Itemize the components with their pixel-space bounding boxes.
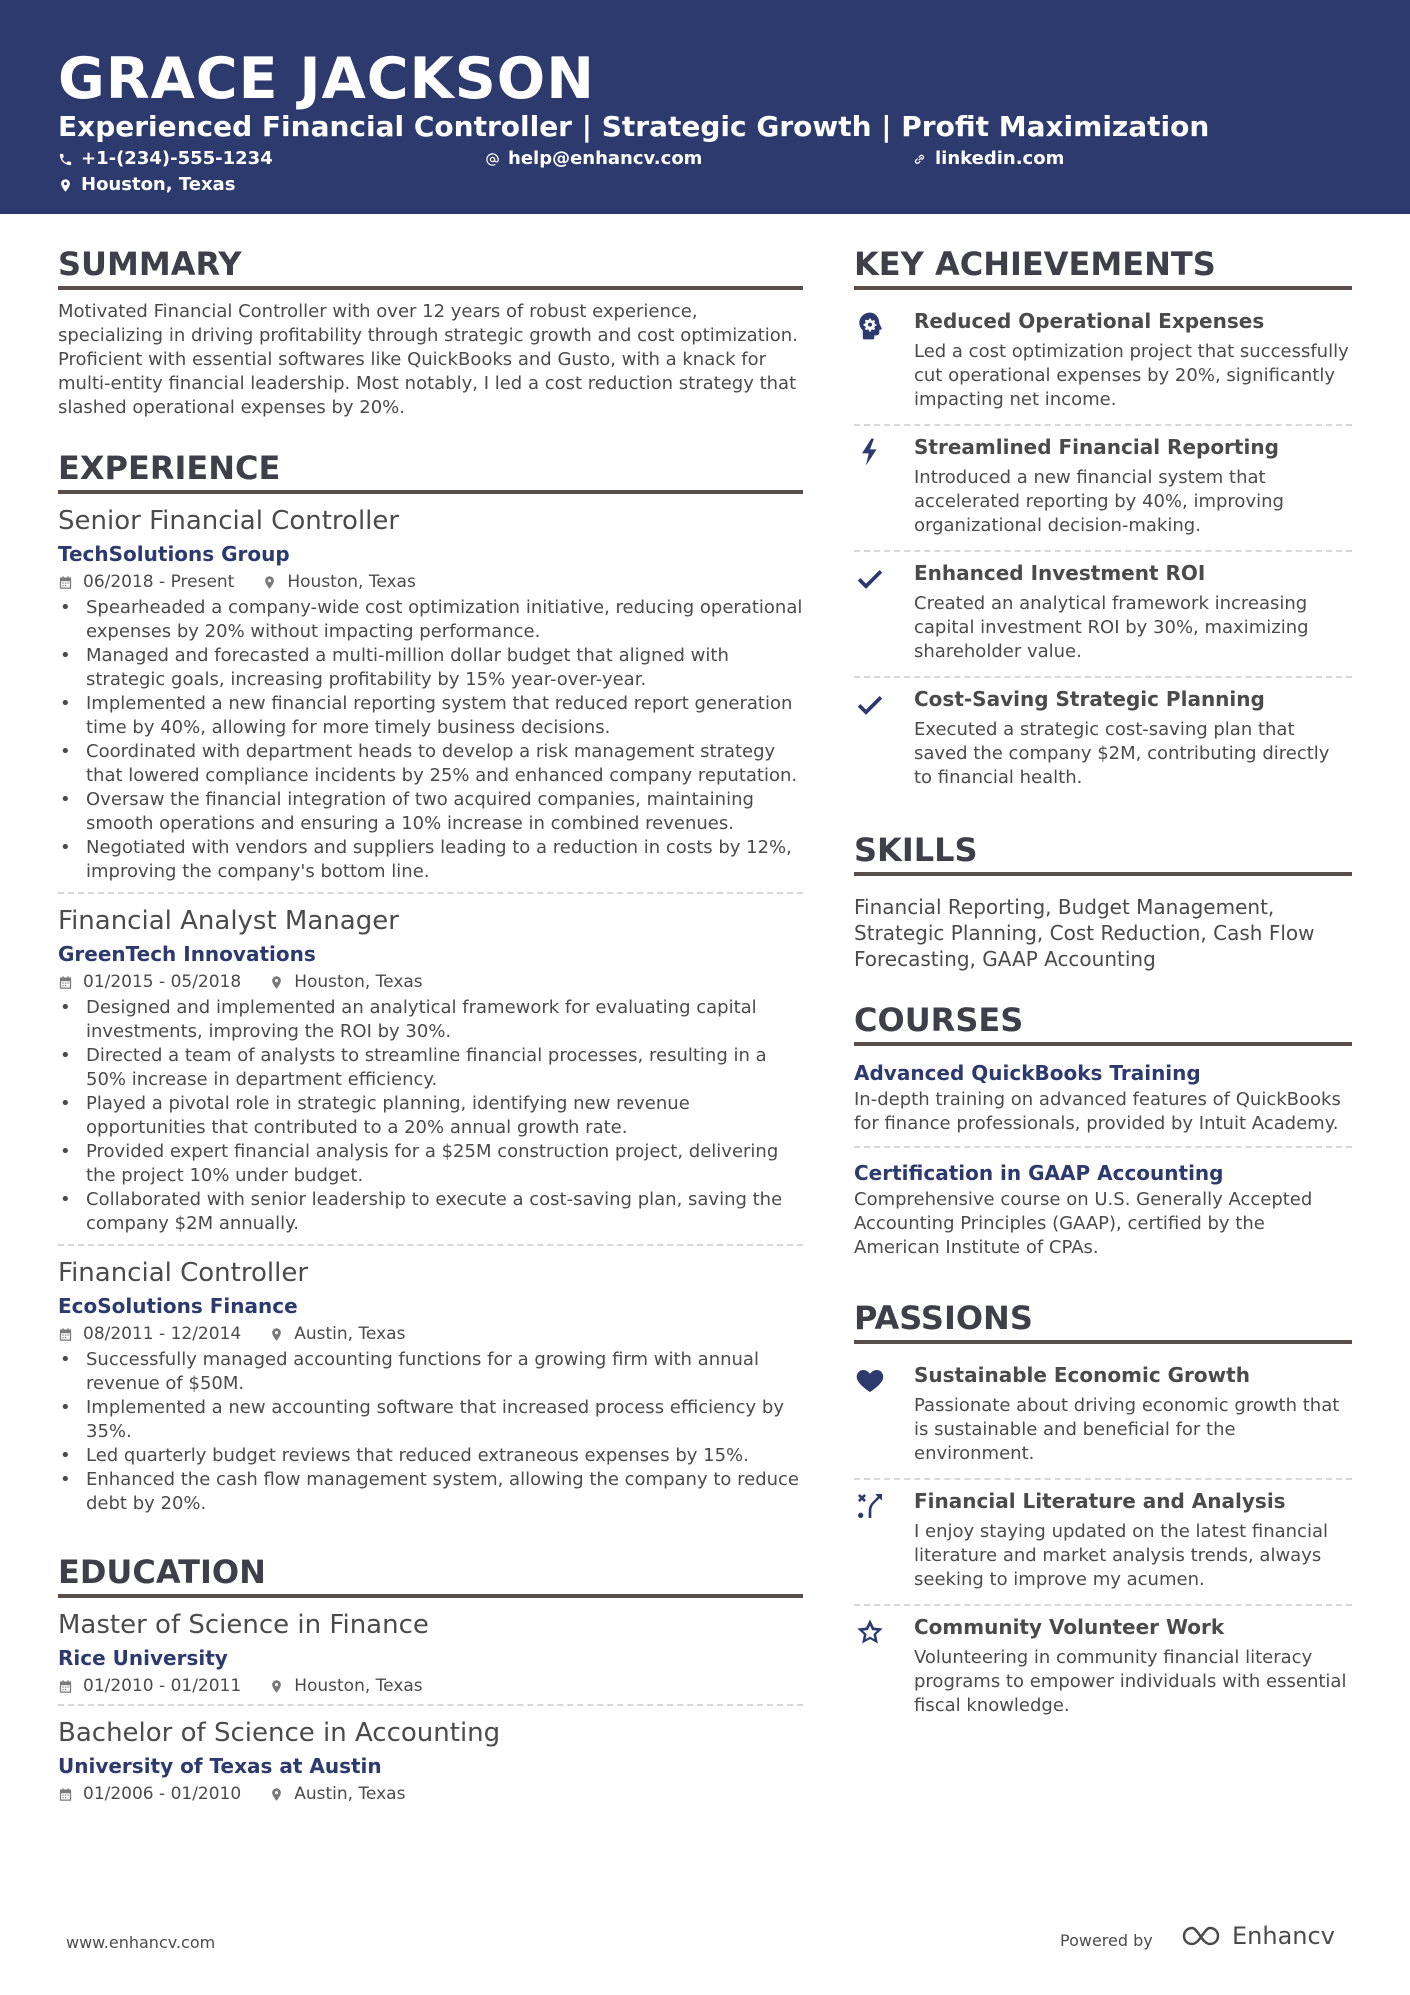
calendar-icon xyxy=(58,1787,73,1802)
passion-body xyxy=(914,1486,1352,1598)
phone-text: +1-(234)-555-1234 xyxy=(81,148,273,169)
job-entry xyxy=(58,1256,803,1524)
course-desc: In-depth training on advanced features of QuickBooks for finance professionals, provided by Intuit Academy. xyxy=(854,1089,1341,1134)
education-location-text: Houston, Texas xyxy=(294,1676,423,1696)
company-name: GreenTech Innovations xyxy=(58,942,316,966)
calendar-icon xyxy=(58,1679,73,1694)
achievement-icon-wrap xyxy=(854,432,914,544)
job-location xyxy=(269,1322,405,1346)
achievement-body xyxy=(914,684,1352,796)
achievement-title: Streamlined Financial Reporting xyxy=(914,435,1279,459)
location-pin-icon xyxy=(262,575,277,590)
course-entry xyxy=(854,1156,1352,1270)
calendar-icon xyxy=(58,1327,73,1342)
passion-entry xyxy=(854,1354,1352,1480)
email-text[interactable]: help@enhancv.com xyxy=(508,148,703,169)
bullet-item: • Provided expert financial analysis for a $25M construction project, delivering the project 10% under budget. xyxy=(58,1140,803,1188)
head-gear-icon xyxy=(854,310,886,342)
lightning-icon xyxy=(854,436,886,468)
course-desc: Comprehensive course on U.S. Generally Accepted Accounting Principles (GAAP), certified by the American Institute of CPAs. xyxy=(854,1189,1313,1258)
summary-text: Motivated Financial Controller with over 12 years of robust experience, specializing in driving profitability through strategic growth and cost optimization. Proficient with essential softwares like QuickBooks and Gusto, with a knack for multi-entity financial leadership. Most notably, I led a cost reduction strategy that slashed operational expenses by 20%. xyxy=(58,301,798,418)
achievement-entry xyxy=(854,552,1352,678)
job-location-text: Houston, Texas xyxy=(294,972,423,992)
strategy-icon xyxy=(854,1490,886,1522)
education-dates-text: 01/2010 - 01/2011 xyxy=(83,1676,242,1696)
achievement-desc: Led a cost optimization project that successfully cut operational expenses by 20%, significantly impacting net income. xyxy=(914,341,1349,410)
passion-entry xyxy=(854,1480,1352,1606)
passions-heading: PASSIONS xyxy=(854,1298,1352,1344)
course-title: Certification in GAAP Accounting xyxy=(854,1161,1224,1185)
bullet-item: • Collaborated with senior leadership to execute a cost-saving plan, saving the company $2M annually. xyxy=(58,1188,803,1236)
achievement-desc: Introduced a new financial system that accelerated reporting by 40%, improving organizational decision-making. xyxy=(914,467,1284,536)
experience-heading: EXPERIENCE xyxy=(58,448,803,494)
candidate-name: GRACE JACKSON xyxy=(58,46,595,112)
achievement-body xyxy=(914,306,1352,418)
job-bullets xyxy=(58,996,803,1236)
achievement-icon-wrap xyxy=(854,558,914,670)
location-pin-icon xyxy=(58,178,73,193)
linkedin-text[interactable]: linkedin.com xyxy=(935,148,1065,169)
job-dates-text: 08/2011 - 12/2014 xyxy=(83,1324,242,1344)
achievement-title: Cost-Saving Strategic Planning xyxy=(914,687,1265,711)
bullet-item: • Designed and implemented an analytical framework for evaluating capital investments, improving the ROI by 30%. xyxy=(58,996,803,1044)
achievement-icon-wrap xyxy=(854,684,914,796)
footer-powered-by: Powered by xyxy=(1060,1931,1153,1950)
footer-website[interactable]: www.enhancv.com xyxy=(66,1933,216,1952)
achievement-body xyxy=(914,558,1352,670)
location-pin-icon xyxy=(269,1679,284,1694)
achievement-entry xyxy=(854,300,1352,426)
degree-title: Master of Science in Finance xyxy=(58,1610,429,1640)
contact-email[interactable] xyxy=(485,147,702,171)
achievements-section xyxy=(854,244,1352,802)
achievement-entry xyxy=(854,678,1352,802)
course-entry xyxy=(854,1056,1352,1148)
achievement-entry xyxy=(854,426,1352,552)
star-icon xyxy=(854,1616,886,1648)
job-dates xyxy=(58,970,241,994)
phone-icon xyxy=(58,152,73,167)
contact-phone xyxy=(58,147,273,171)
passion-entry xyxy=(854,1606,1352,1730)
calendar-icon xyxy=(58,975,73,990)
job-location-text: Houston, Texas xyxy=(287,572,416,592)
footer-brand[interactable] xyxy=(1180,1922,1335,1950)
job-dates xyxy=(58,1322,241,1346)
achievement-body xyxy=(914,432,1352,544)
education-heading: EDUCATION xyxy=(58,1552,803,1598)
job-location-text: Austin, Texas xyxy=(294,1324,406,1344)
bullet-item: • Managed and forecasted a multi-million dollar budget that aligned with strategic goals, increasing profitability by 15% year-over-year. xyxy=(58,644,803,692)
job-dates xyxy=(58,570,234,594)
education-entry xyxy=(58,1716,803,1812)
education-section xyxy=(58,1552,803,1812)
passions-section xyxy=(854,1298,1352,1730)
education-meta xyxy=(58,1674,803,1698)
achievement-desc: Created an analytical framework increasing capital investment ROI by 30%, maximizing shareholder value. xyxy=(914,593,1309,662)
passion-title: Sustainable Economic Growth xyxy=(914,1363,1250,1387)
job-meta xyxy=(58,570,803,594)
job-bullets xyxy=(58,1348,803,1516)
right-column xyxy=(854,244,1352,1758)
course-title: Advanced QuickBooks Training xyxy=(854,1061,1201,1085)
location-pin-icon xyxy=(269,1787,284,1802)
bullet-item: • Coordinated with department heads to develop a risk management strategy that lowered compliance incidents by 25% and enhanced company reputation. xyxy=(58,740,803,788)
achievement-icon-wrap xyxy=(854,306,914,418)
resume-header xyxy=(0,0,1410,214)
education-location xyxy=(269,1782,405,1806)
passion-icon-wrap xyxy=(854,1612,914,1724)
education-location xyxy=(269,1674,422,1698)
job-entry xyxy=(58,504,803,894)
left-column xyxy=(58,244,803,1840)
education-location-text: Austin, Texas xyxy=(294,1784,406,1804)
passion-desc: Volunteering in community financial literacy programs to empower individuals with essential fiscal knowledge. xyxy=(914,1647,1347,1716)
achievement-desc: Executed a strategic cost-saving plan that saved the company $2M, contributing directly to financial health. xyxy=(914,719,1330,788)
bullet-item: • Directed a team of analysts to streamline financial processes, resulting in a 50% increase in department efficiency. xyxy=(58,1044,803,1092)
passion-desc: Passionate about driving economic growth that is sustainable and beneficial for the environment. xyxy=(914,1395,1340,1464)
company-name: EcoSolutions Finance xyxy=(58,1294,298,1318)
contact-linkedin[interactable] xyxy=(912,147,1064,171)
checkmark-icon xyxy=(854,562,886,594)
school-name: University of Texas at Austin xyxy=(58,1754,382,1778)
skills-heading: SKILLS xyxy=(854,830,1352,876)
achievement-title: Enhanced Investment ROI xyxy=(914,561,1206,585)
job-title: Financial Controller xyxy=(58,1258,309,1288)
passion-title: Community Volunteer Work xyxy=(914,1615,1225,1639)
passion-body xyxy=(914,1612,1352,1724)
passion-body xyxy=(914,1360,1352,1472)
heart-icon xyxy=(854,1364,886,1396)
bullet-item: • Spearheaded a company-wide cost optimization initiative, reducing operational expenses by 20% without impacting performance. xyxy=(58,596,803,644)
school-name: Rice University xyxy=(58,1646,228,1670)
job-meta xyxy=(58,970,803,994)
contact-location xyxy=(58,173,235,197)
job-bullets xyxy=(58,596,803,884)
achievement-title: Reduced Operational Expenses xyxy=(914,309,1265,333)
skills-section xyxy=(854,830,1352,972)
job-location xyxy=(269,970,422,994)
bullet-item: • Oversaw the financial integration of two acquired companies, maintaining smooth operations and ensuring a 10% increase in combined revenues. xyxy=(58,788,803,836)
bullet-item: • Enhanced the cash flow management system, allowing the company to reduce debt by 20%. xyxy=(58,1468,803,1516)
degree-title: Bachelor of Science in Accounting xyxy=(58,1718,501,1748)
candidate-tagline: Experienced Financial Controller | Strategic Growth | Profit Maximization xyxy=(58,110,1210,143)
job-meta xyxy=(58,1322,803,1346)
bullet-item: • Negotiated with vendors and suppliers leading to a reduction in costs by 12%, improving the company's bottom line. xyxy=(58,836,803,884)
job-location xyxy=(262,570,415,594)
summary-heading: SUMMARY xyxy=(58,244,803,290)
job-dates-text: 06/2018 - Present xyxy=(83,572,235,592)
passion-icon-wrap xyxy=(854,1360,914,1472)
job-title: Financial Analyst Manager xyxy=(58,906,399,936)
bullet-item: • Led quarterly budget reviews that reduced extraneous expenses by 15%. xyxy=(58,1444,803,1468)
skills-text: Financial Reporting, Budget Management, Strategic Planning, Cost Reduction, Cash Flow Forecasting, GAAP Accounting xyxy=(854,895,1315,971)
at-icon xyxy=(485,152,500,167)
bullet-item: • Implemented a new financial reporting system that reduced report generation time by 40%, allowing for more timely business decisions. xyxy=(58,692,803,740)
checkmark-icon xyxy=(854,688,886,720)
education-dates xyxy=(58,1674,241,1698)
bullet-item: • Implemented a new accounting software that increased process efficiency by 35%. xyxy=(58,1396,803,1444)
enhancv-logo-icon xyxy=(1180,1923,1226,1949)
location-pin-icon xyxy=(269,975,284,990)
passion-desc: I enjoy staying updated on the latest financial literature and market analysis trends, always seeking to improve my acumen. xyxy=(914,1521,1328,1590)
location-pin-icon xyxy=(269,1327,284,1342)
link-icon xyxy=(912,152,927,167)
education-entry xyxy=(58,1608,803,1706)
achievements-heading: KEY ACHIEVEMENTS xyxy=(854,244,1352,290)
courses-section xyxy=(854,1000,1352,1270)
calendar-icon xyxy=(58,575,73,590)
bullet-item: • Successfully managed accounting functions for a growing firm with annual revenue of $50M. xyxy=(58,1348,803,1396)
brand-name: Enhancv xyxy=(1232,1922,1335,1950)
courses-heading: COURSES xyxy=(854,1000,1352,1046)
bullet-item: • Played a pivotal role in strategic planning, identifying new revenue opportunities that contributed to a 20% annual growth rate. xyxy=(58,1092,803,1140)
job-entry xyxy=(58,904,803,1246)
job-dates-text: 01/2015 - 05/2018 xyxy=(83,972,242,992)
experience-section xyxy=(58,448,803,1524)
education-dates-text: 01/2006 - 01/2010 xyxy=(83,1784,242,1804)
summary-section xyxy=(58,244,803,420)
passion-title: Financial Literature and Analysis xyxy=(914,1489,1286,1513)
passion-icon-wrap xyxy=(854,1486,914,1598)
company-name: TechSolutions Group xyxy=(58,542,290,566)
job-title: Senior Financial Controller xyxy=(58,506,400,536)
location-text: Houston, Texas xyxy=(81,174,236,195)
education-dates xyxy=(58,1782,241,1806)
education-meta xyxy=(58,1782,803,1806)
